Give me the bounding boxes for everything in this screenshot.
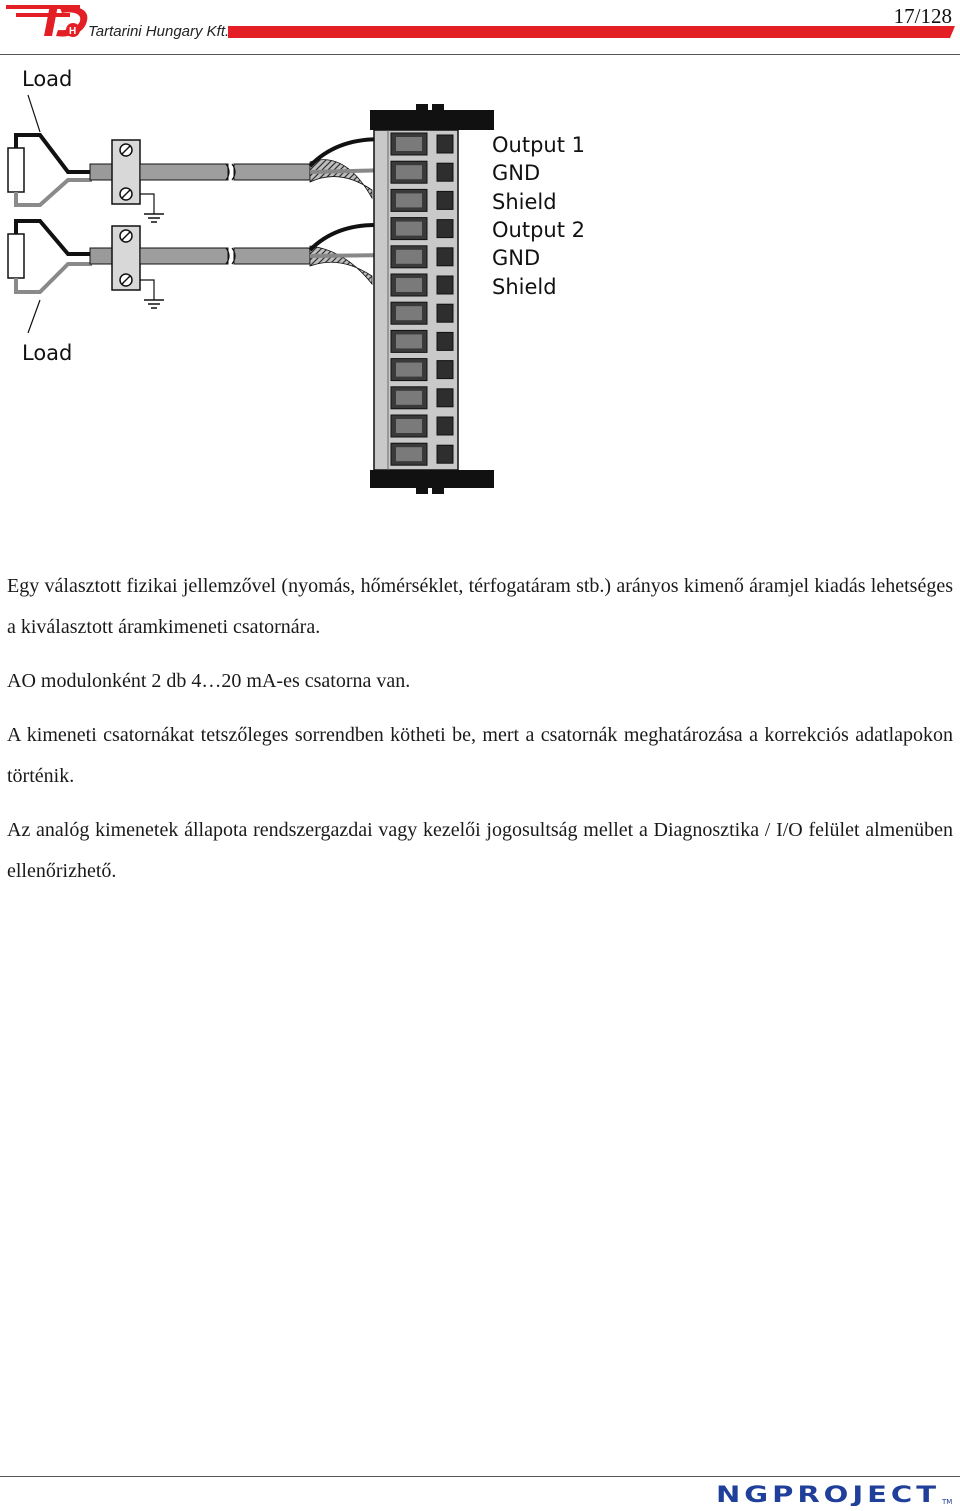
terminal-slot [391, 359, 453, 381]
paragraph-intro: Egy választott fizikai jellemzővel (nyomás, hőmérséklet, térfogatáram stb.) arányos kimenő áramjel kiadás lehetséges a kiválasztott áramkimeneti csatornára. [7, 575, 953, 638]
svg-text:H: H [69, 26, 77, 37]
footer-logo-text: NGPROJECT [716, 1483, 940, 1506]
shield-clamp-1 [112, 140, 140, 204]
terminal-block [370, 104, 494, 494]
terminal-label-output-1: Output 1 [492, 133, 585, 157]
page-number: 17/128 [893, 4, 952, 28]
terminal-slot [391, 415, 453, 437]
load-resistor-1 [8, 148, 24, 192]
terminal-slot [391, 443, 453, 465]
ngproject-logo [714, 1480, 954, 1506]
ground-icon [144, 214, 164, 222]
terminal-label-gnd-2: GND [492, 246, 541, 270]
paragraph-wiring-order: A kimeneti csatornákat tetszőleges sorrendben kötheti be, mert a csatornák meghatározása a korrekciós adatlapokon történik. [7, 724, 953, 787]
th-logo-mark [6, 5, 87, 37]
terminal-label-shield-1: Shield [492, 190, 557, 214]
company-name: Tartarini Hungary Kft. [88, 23, 230, 40]
terminal-slot [391, 387, 453, 409]
footer-divider [0, 1476, 960, 1477]
company-logo [0, 0, 960, 56]
terminal-slot [391, 330, 453, 352]
header-divider [0, 54, 960, 55]
footer-logo-tm: TM [942, 1498, 953, 1506]
wiring-diagram [0, 60, 620, 500]
page-header [0, 0, 960, 56]
terminal-label-gnd-1: GND [492, 161, 541, 185]
shield-clamp-2 [112, 226, 140, 290]
terminal-slot [391, 274, 453, 296]
terminal-slot [391, 189, 453, 211]
header-band [228, 26, 955, 38]
paragraph-channel-count: AO modulonként 2 db 4…20 mA-es csatorna van. [7, 670, 411, 692]
terminal-label-output-2: Output 2 [492, 218, 585, 242]
terminal-slot [391, 246, 453, 268]
terminal-slot [391, 302, 453, 324]
load-label-bottom: Load [22, 341, 73, 365]
paragraph-diagnostics: Az analóg kimenetek állapota rendszergazdai vagy kezelői jogosultság mellet a Diagnosztika / I/O felület almenüben ellenőrizhető. [7, 819, 953, 882]
terminal-label-shield-2: Shield [492, 275, 557, 299]
channel-2-wiring [8, 221, 392, 333]
terminal-slot [391, 133, 453, 155]
ground-icon [144, 300, 164, 308]
document-body [7, 566, 953, 905]
load-resistor-2 [8, 234, 24, 278]
terminal-slot [391, 161, 453, 183]
terminal-slot [391, 218, 453, 240]
channel-1-wiring [8, 95, 392, 222]
load-label-top: Load [22, 67, 73, 91]
